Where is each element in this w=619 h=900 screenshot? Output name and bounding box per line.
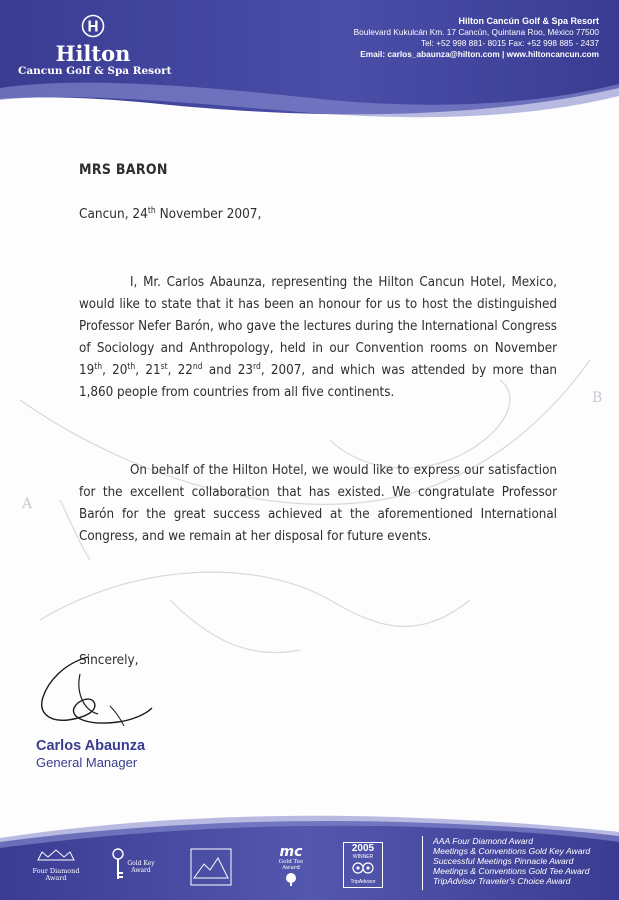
tripadvisor-award-logo: 2005 WINNER TripAdvisor: [343, 842, 383, 888]
golf-ball-icon: [284, 872, 298, 886]
brand-subtitle: Cancun Golf & Spa Resort: [18, 65, 172, 77]
gold-key-award-logo: Gold Key Award: [108, 846, 156, 888]
letterhead-header: [0, 0, 619, 110]
contact-phone: Tel: +52 998 881- 8015 Fax: +52 998 885 - 2437: [420, 38, 599, 48]
award-item: Meetings & Conventions Gold Key Award: [433, 846, 591, 856]
contact-address: Boulevard Kukulcán Km. 17 Cancún, Quintana Roo, México 77500: [353, 27, 599, 37]
award-item: TripAdvisor Traveler's Choice Award: [433, 876, 571, 886]
paragraph-2: On behalf of the Hilton Hotel, we would like to express our satisfaction for the excellent collaboration that has existed. We congratulate Professor Barón for the great success achieved at the aforementioned International Congress, and we remain at her disposal for future events.: [79, 463, 557, 544]
signer-name: Carlos Abaunza: [36, 738, 146, 754]
gold-tee-award-logo: mc Gold Tee Award: [272, 845, 310, 890]
hilton-logo: [18, 14, 172, 78]
crown-icon: [28, 848, 84, 864]
awards-divider: [422, 836, 423, 890]
hilton-h-icon: [81, 14, 105, 38]
contact-hotel-name: Hilton Cancún Golf & Spa Resort: [458, 16, 599, 26]
contact-block: [354, 16, 599, 60]
pinnacle-award-logo: [190, 848, 232, 886]
closing: Sincerely,: [79, 652, 139, 668]
award-item: Meetings & Conventions Gold Tee Award: [433, 866, 590, 876]
award-item: AAA Four Diamond Award: [433, 836, 533, 846]
watermark-letter-b: B: [592, 390, 603, 406]
contact-email: Email: carlos_abaunza@hilton.com | www.hiltoncancun.com: [360, 49, 599, 59]
awards-list: [433, 836, 590, 886]
recipient: MRS BARON: [79, 162, 168, 178]
four-diamond-award-logo: Four Diamond Award: [28, 848, 84, 882]
date-line: Cancun, 24th November 2007,: [79, 206, 262, 222]
watermark-letter-a: A: [22, 496, 33, 512]
owl-icon: [351, 861, 375, 875]
award-item: Successful Meetings Pinnacle Award: [433, 856, 574, 866]
signature: [28, 652, 158, 742]
paragraph-1: I, Mr. Carlos Abaunza, representing the Hilton Cancun Hotel, Mexico, would like to state that it has been an honour for us to host the distinguished Professor Nefer Barón, who gave the lectures during the International Congress of Sociology and Anthropology, held in our Convention rooms on November 19th, 20th, 21st, 22nd and 23rd, 2007, and which was attended by more than 1,860 people from countries from all five continents.: [79, 275, 557, 400]
signer-title: General Manager: [36, 755, 138, 770]
brand-name: Hilton: [55, 41, 131, 66]
